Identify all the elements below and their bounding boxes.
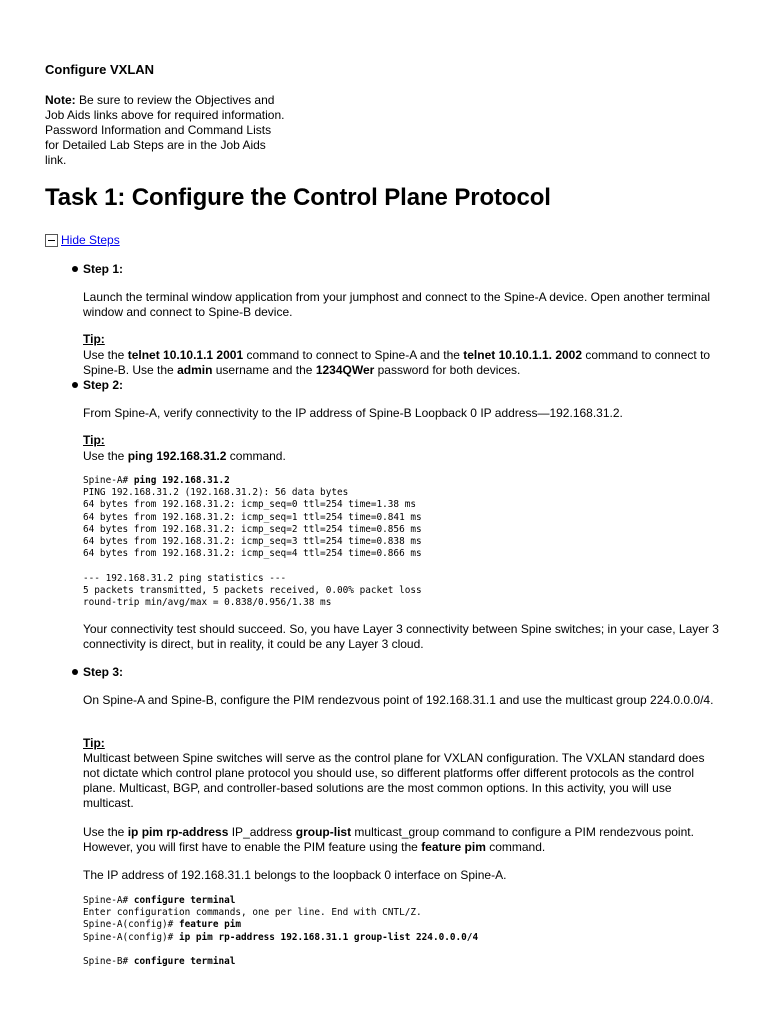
tip-command: telnet 10.10.1.1. 2002 bbox=[463, 348, 583, 362]
tip-username: admin bbox=[177, 363, 213, 377]
step1-label: Step 1: bbox=[83, 262, 124, 276]
pim-code-block bbox=[83, 895, 478, 968]
tip-text: Use the bbox=[83, 348, 128, 362]
code-prompt: Spine-A(config)# bbox=[83, 931, 179, 943]
page-title: Configure VXLAN bbox=[45, 62, 155, 77]
step3-tip-label: Tip: bbox=[83, 736, 105, 750]
tip-password: 1234QWer bbox=[315, 363, 375, 377]
tip-text: command to connect to Spine-A and the bbox=[243, 348, 464, 362]
use-text: multicast_group command to configure a PIM rendezvous point. However, you will first have to enable the PIM feature using the bbox=[83, 825, 694, 854]
step2-text: From Spine-A, verify connectivity to the IP address of Spine-B Loopback 0 IP address—192.168.31.2. bbox=[83, 406, 623, 420]
tip-text: Use the bbox=[83, 449, 128, 463]
use-command: group-list bbox=[295, 825, 352, 839]
step2-tip-label: Tip: bbox=[83, 433, 105, 447]
tip-text: command to connect to Spine-B. Use the bbox=[83, 348, 711, 377]
code-prompt: Spine-A# bbox=[83, 895, 134, 906]
tip-text: password for both devices. bbox=[374, 363, 521, 377]
code-output: Enter configuration commands, one per line. End with CNTL/Z. bbox=[83, 907, 422, 919]
task-heading: Task 1: Configure the Control Plane Protocol bbox=[45, 184, 551, 211]
code-prompt: Spine-A(config)# bbox=[83, 919, 179, 931]
tip-command: ping 192.168.31.2 bbox=[127, 449, 227, 463]
code-output: PING 192.168.31.2 (192.168.31.2): 56 data bytes 64 bytes from 192.168.31.2: icmp_seq=0 ttl=254 time=1.38 ms 64 bytes from 192.168.31.2: icmp_seq=1 ttl=254 time=0.841 ms 64 bytes from 192.168.31.2: icmp_seq=2 ttl=254 time=0.856 ms 64 bytes from 192.168.31.2: icmp_seq=3 ttl=254 time=0.838 ms 64 bytes from 192.168.31.2: icmp_seq=4 ttl=254 time=0.866 ms --- 192.168.31.2 ping statistics --- 5 packets transmitted, 5 packets received, 0.00% packet loss round-trip min/avg/max = 0.838/0.956/1.38 ms bbox=[83, 487, 422, 609]
note-paragraph bbox=[45, 93, 285, 168]
step3-use-text bbox=[83, 825, 723, 855]
step2-tip-text bbox=[83, 449, 723, 464]
step1-text: Launch the terminal window application from your jumphost and connect to the Spine-A device. Open another terminal window and connect to Spine-B device. bbox=[83, 290, 711, 319]
step1-bullet bbox=[72, 266, 78, 272]
code-prompt: Spine-A# bbox=[83, 475, 134, 486]
step2-bullet bbox=[72, 382, 78, 388]
hide-steps-label[interactable]: Hide Steps bbox=[61, 233, 120, 247]
use-command: feature pim bbox=[421, 840, 486, 854]
note-text: Be sure to review the Objectives and Job Aids links above for required information. Password Information and Command Lists for Detailed Lab Steps are in the Job Aids link. bbox=[45, 93, 285, 167]
code-command: ip pim rp-address 192.168.31.1 group-list 224.0.0.0/4 bbox=[178, 931, 479, 943]
step2-label: Step 2: bbox=[83, 378, 124, 392]
use-text: command. bbox=[485, 840, 546, 854]
code-command: configure terminal bbox=[133, 956, 236, 968]
step1-tip-text bbox=[83, 348, 723, 378]
step3-text: On Spine-A and Spine-B, configure the PIM rendezvous point of 192.168.31.1 and use the multicast group 224.0.0.0/4. bbox=[83, 693, 714, 707]
note-label: Note: bbox=[45, 93, 76, 107]
use-text: Use the bbox=[83, 825, 128, 839]
step1-tip-label: Tip: bbox=[83, 332, 105, 346]
step3-tip-text: Multicast between Spine switches will serve as the control plane for VXLAN configuration. The VXLAN standard does not dictate which control plane protocol you should use, so different platforms offer different protocols as the control plane. Multicast, BGP, and controller-based solutions are the most common options. In this activity, you will use multicast. bbox=[83, 751, 705, 810]
code-command: ping 192.168.31.2 bbox=[133, 475, 230, 486]
code-command: feature pim bbox=[178, 919, 242, 931]
collapse-minus-icon[interactable] bbox=[45, 234, 58, 247]
step3-label: Step 3: bbox=[83, 665, 124, 679]
step3-bullet bbox=[72, 669, 78, 675]
code-command: configure terminal bbox=[133, 895, 236, 906]
tip-text: command. bbox=[226, 449, 286, 463]
tip-command: telnet 10.10.1.1 2001 bbox=[127, 348, 244, 362]
code-prompt: Spine-B# bbox=[83, 956, 134, 968]
tip-text: username and the bbox=[212, 363, 316, 377]
use-command: ip pim rp-address bbox=[127, 825, 229, 839]
step3-loopback-text: The IP address of 192.168.31.1 belongs to the loopback 0 interface on Spine-A. bbox=[83, 868, 507, 882]
hide-steps-link[interactable] bbox=[45, 233, 120, 247]
ping-code-block bbox=[83, 475, 422, 609]
step2-result: Your connectivity test should succeed. So, you have Layer 3 connectivity between Spine switches; in your case, Layer 3 connectivity is direct, but in reality, it could be any Layer 3 cloud. bbox=[83, 622, 719, 651]
use-text: IP_address bbox=[228, 825, 296, 839]
